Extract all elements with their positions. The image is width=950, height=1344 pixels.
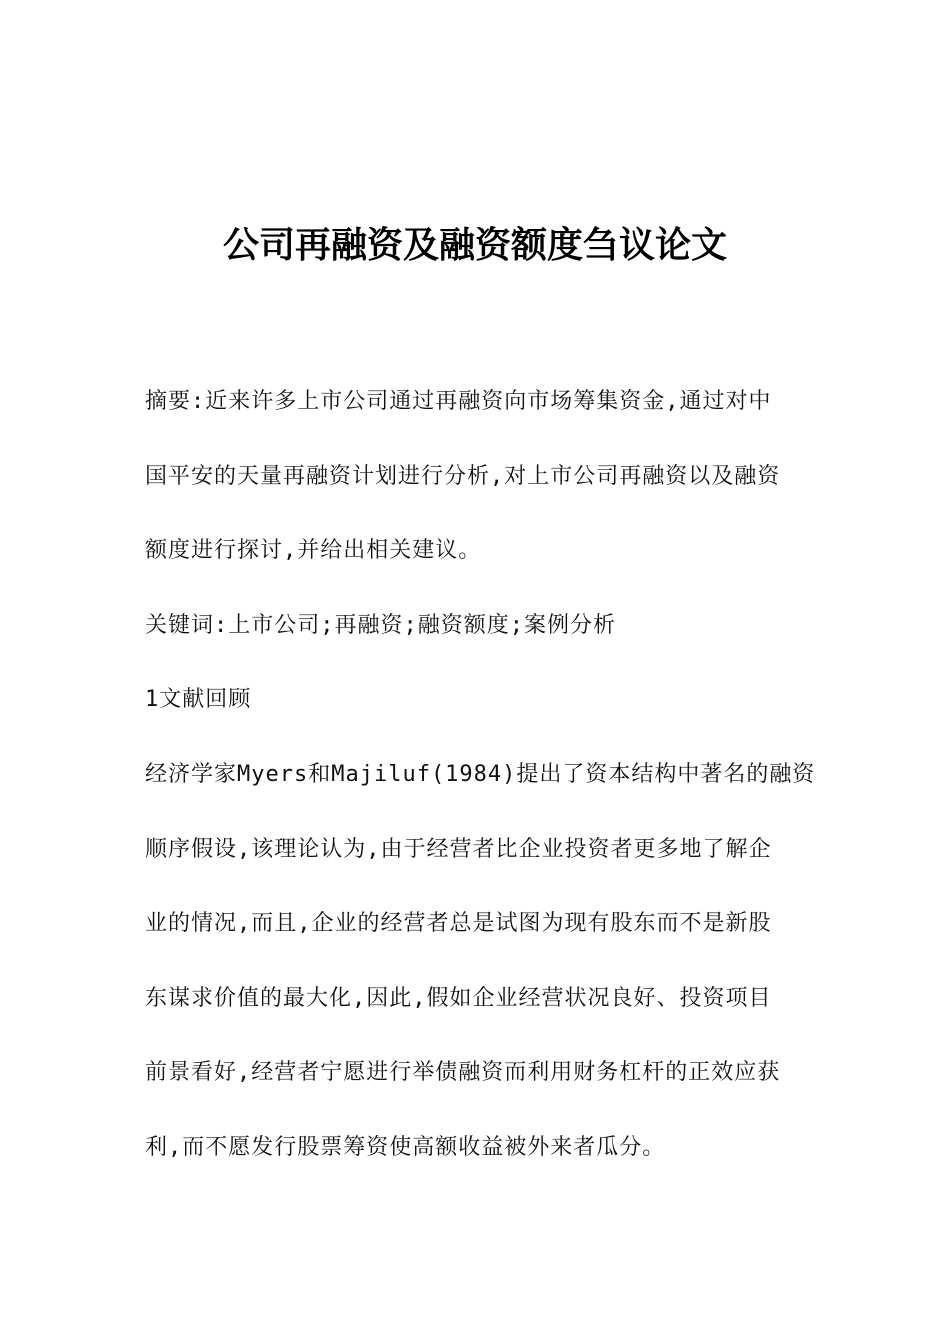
abstract-line-2: 国平安的天量再融资计划进行分析,对上市公司再融资以及融资 bbox=[145, 464, 781, 489]
body-line-6: 利,而不愿发行股票筹资使高额收益被外来者瓜分。 bbox=[145, 1135, 666, 1160]
abstract-line-1: 摘要:近来许多上市公司通过再融资向市场筹集资金,通过对中 bbox=[145, 389, 772, 414]
body-line-4: 东谋求价值的最大化,因此,假如企业经营状况良好、投资项目 bbox=[145, 986, 772, 1011]
body-line-2: 顺序假设,该理论认为,由于经营者比企业投资者更多地了解企 bbox=[145, 837, 772, 862]
keywords-line: 关键词:上市公司;再融资;融资额度;案例分析 bbox=[145, 613, 616, 638]
body-line-1: 经济学家Myers和Majiluf(1984)提出了资本结构中著名的融资 bbox=[145, 762, 816, 787]
body-line-3: 业的情况,而且,企业的经营者总是试图为现有股东而不是新股 bbox=[145, 911, 772, 936]
section-heading: 1文献回顾 bbox=[145, 687, 252, 712]
document-title: 公司再融资及融资额度刍议论文 bbox=[222, 225, 727, 266]
body-line-5: 前景看好,经营者宁愿进行举债融资而利用财务杠杆的正效应获 bbox=[145, 1060, 781, 1085]
abstract-line-3: 额度进行探讨,并给出相关建议。 bbox=[145, 538, 482, 563]
